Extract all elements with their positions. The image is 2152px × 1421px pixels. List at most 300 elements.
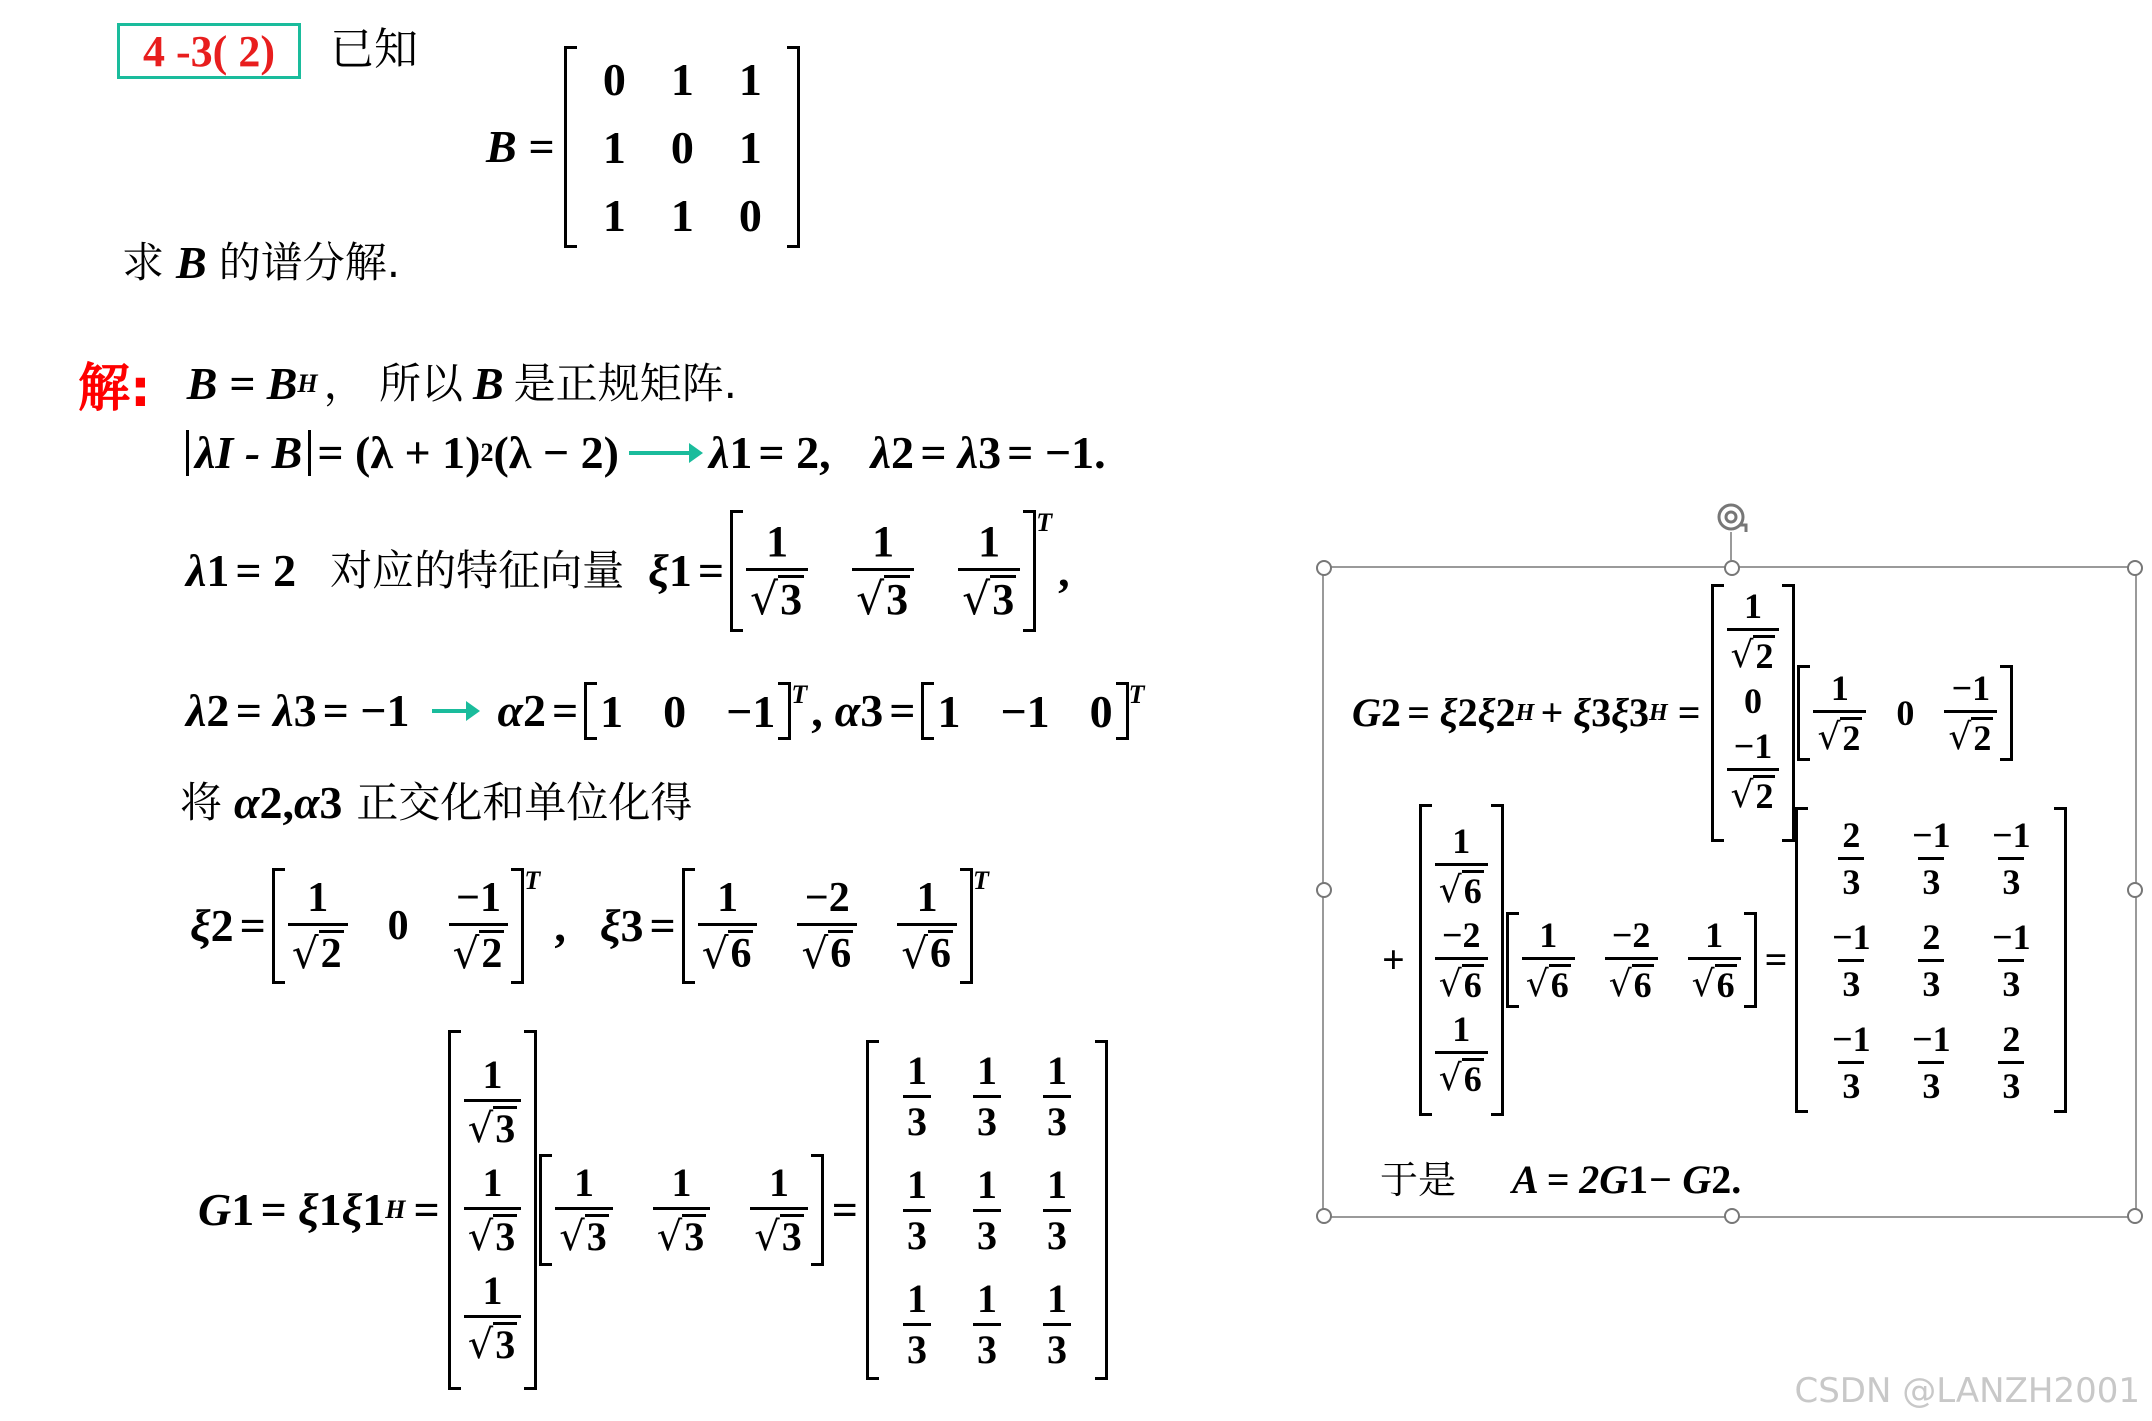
G1-xi-sub: 1 xyxy=(318,1184,342,1235)
denominator xyxy=(1435,957,1488,1003)
alpha3-eq: = xyxy=(889,685,916,736)
fraction xyxy=(973,1047,1001,1144)
alpha2-entry: 1 xyxy=(600,685,624,737)
numerator: −1 xyxy=(1951,668,1991,708)
fraction xyxy=(698,874,758,978)
numerator: 1 xyxy=(1046,1161,1067,1207)
fraction xyxy=(903,1047,931,1144)
denominator xyxy=(897,923,957,976)
radicand: 3 xyxy=(495,1106,516,1151)
G1-column xyxy=(448,1030,538,1390)
sqrt xyxy=(559,1214,609,1260)
radical-sign: √ xyxy=(1438,964,1462,1005)
fraction xyxy=(1988,814,2035,902)
conclusion-text: 于是 xyxy=(1380,1158,1457,1202)
xi2-transpose: T xyxy=(524,866,541,895)
numerator: 1 xyxy=(482,1160,503,1205)
numerator: 1 xyxy=(906,1161,927,1207)
G1-xi2-sub: 1 xyxy=(362,1184,386,1235)
sqrt xyxy=(1439,1058,1484,1097)
conclusion-math: A = 2G xyxy=(1512,1157,1629,1202)
matrix-entry: 0 xyxy=(602,53,626,105)
G2-eq2: = xyxy=(1677,690,1701,735)
lambda1-value: = 2, xyxy=(758,427,831,478)
alpha2-entry: −1 xyxy=(726,685,776,737)
G2-sup2: H xyxy=(1649,700,1668,726)
sqrt xyxy=(701,928,754,978)
fraction xyxy=(1688,917,1741,1003)
denominator xyxy=(464,1099,522,1152)
var-B: B xyxy=(472,357,504,409)
G2-eq3: = xyxy=(1764,937,1788,982)
fraction xyxy=(1838,814,1864,902)
fraction xyxy=(1043,1047,1071,1144)
radicand: 3 xyxy=(886,575,909,624)
numerator: 1 xyxy=(1539,915,1558,955)
denominator xyxy=(1435,1051,1488,1097)
char-poly-rest: (λ − 2) xyxy=(493,427,619,478)
sqrt xyxy=(656,1214,707,1260)
xi3-eq: = xyxy=(649,900,676,951)
radicand: 3 xyxy=(586,1214,607,1259)
fraction xyxy=(464,1160,522,1260)
fraction xyxy=(555,1160,613,1260)
conclusion-minus: − G xyxy=(1648,1157,1712,1202)
lambda1-eq-2: = 2 xyxy=(235,545,297,596)
sqrt xyxy=(1948,717,1993,756)
xi1-eq: = xyxy=(697,545,725,596)
denominator xyxy=(1435,863,1488,909)
numerator: 2 xyxy=(2002,1018,2021,1059)
fraction xyxy=(1727,728,1780,814)
resize-handle-ne[interactable] xyxy=(2127,560,2143,576)
sqrt xyxy=(754,1214,804,1260)
numerator: 1 xyxy=(717,874,739,921)
fraction xyxy=(1435,823,1488,909)
fraction xyxy=(1435,1011,1488,1097)
numerator: 1 xyxy=(916,874,938,921)
radicand: 2 xyxy=(320,930,342,977)
solution-line-1 xyxy=(78,346,737,421)
rotate-handle-stem xyxy=(1730,532,1732,560)
alpha3-entry: 0 xyxy=(1089,685,1113,737)
fraction xyxy=(464,1052,522,1152)
radical-sign: √ xyxy=(452,928,480,978)
G2-eq: = ξ xyxy=(1406,690,1458,735)
denominator: 3 xyxy=(1918,1061,1944,1104)
numerator: −1 xyxy=(1912,814,1951,855)
radicand: 6 xyxy=(830,930,852,977)
xi1-transpose: T xyxy=(1036,508,1053,537)
G2-s33: 3 xyxy=(1629,690,1650,735)
radicand: 3 xyxy=(780,575,803,624)
resize-handle-s[interactable] xyxy=(1724,1208,1740,1224)
sqrt xyxy=(1439,870,1484,909)
matrix-entry: 1 xyxy=(670,189,694,241)
denominator: 3 xyxy=(1838,959,1864,1002)
radicand: 6 xyxy=(1716,965,1735,1005)
radicand: 3 xyxy=(495,1322,516,1367)
radical-sign: √ xyxy=(856,574,885,625)
numerator: 1 xyxy=(1046,1047,1067,1093)
matrix-entry: 1 xyxy=(738,53,762,105)
radicand: 2 xyxy=(481,930,503,977)
resize-handle-sw[interactable] xyxy=(1316,1208,1332,1224)
radical-sign: √ xyxy=(1608,964,1632,1005)
matrix-entry: 1 xyxy=(738,121,762,173)
denominator xyxy=(288,923,348,976)
matrix-B-lhs: B = xyxy=(486,121,555,172)
radical-sign: √ xyxy=(656,1214,683,1260)
matrix-entry: 0 xyxy=(738,189,762,241)
alpha3: α xyxy=(834,685,861,736)
resize-handle-w[interactable] xyxy=(1316,882,1332,898)
fraction xyxy=(973,1161,1001,1258)
alpha3-ref-sub: 3 xyxy=(319,777,343,828)
denominator xyxy=(1944,710,1997,756)
fraction xyxy=(464,1268,522,1368)
alpha3-entry: 1 xyxy=(937,685,961,737)
alpha3-sub: 3 xyxy=(860,685,884,736)
numerator: −1 xyxy=(1832,916,1871,957)
radical-sign: √ xyxy=(962,574,991,625)
radicand: 3 xyxy=(684,1214,705,1259)
denominator xyxy=(1522,957,1575,1003)
sqrt xyxy=(1526,964,1571,1003)
conclusion-period: . xyxy=(1731,1157,1742,1202)
sqrt xyxy=(962,574,1016,625)
denominator xyxy=(555,1207,613,1260)
radicand: 2 xyxy=(1755,636,1774,676)
numerator: 1 xyxy=(482,1268,503,1313)
vector-entry: 0 xyxy=(1743,681,1762,721)
radical-sign: √ xyxy=(291,928,319,978)
denominator xyxy=(449,923,509,976)
fraction xyxy=(1522,917,1575,1003)
radical-sign: √ xyxy=(1525,964,1549,1005)
xi3-sub: 3 xyxy=(620,900,644,951)
numerator: 1 xyxy=(906,1047,927,1093)
fraction xyxy=(1908,1018,1955,1106)
denominator: 3 xyxy=(973,1095,1001,1142)
numerator: 1 xyxy=(1452,1009,1471,1049)
alpha3-transpose: T xyxy=(1128,680,1145,709)
radical-sign: √ xyxy=(467,1106,494,1152)
xi2: ξ xyxy=(190,900,211,951)
alpha2: α xyxy=(497,685,523,736)
G1-label: G xyxy=(198,1184,232,1235)
denominator xyxy=(653,1207,711,1260)
resize-handle-nw[interactable] xyxy=(1316,560,1332,576)
xi1-sub: 1 xyxy=(668,545,692,596)
fraction xyxy=(1043,1275,1071,1372)
lambda2-label-sub: 2 xyxy=(206,685,230,736)
question-suffix: 的谱分解. xyxy=(218,238,401,287)
matrix-entry: 0 xyxy=(670,121,694,173)
lambda1-label: λ xyxy=(186,545,207,596)
char-poly-exp: 2 xyxy=(480,438,494,467)
xi1-vector xyxy=(730,510,1036,632)
numerator: 1 xyxy=(1743,586,1762,626)
denominator: 3 xyxy=(1918,959,1944,1002)
radical-sign: √ xyxy=(1691,964,1715,1005)
orthonormalize-text: 正交化和单位化得 xyxy=(356,778,693,827)
numerator: 1 xyxy=(1705,915,1724,955)
lambda2: λ xyxy=(870,427,891,478)
fraction xyxy=(746,517,808,625)
radicand: 2 xyxy=(1973,718,1992,758)
G1-eq3: = xyxy=(831,1184,858,1235)
radical-sign: √ xyxy=(1730,635,1754,676)
conclusion-line xyxy=(1380,1157,1742,1202)
det-expression: λI - B xyxy=(186,430,311,476)
known-label: 已知 xyxy=(330,24,418,75)
matrix-B-equation xyxy=(486,46,800,248)
denominator xyxy=(958,568,1020,625)
sqrt xyxy=(1439,964,1484,1003)
G2-row1 xyxy=(1797,665,2013,761)
G2-label-sub: 2 xyxy=(1380,690,1401,735)
hermitian-sup: H xyxy=(297,368,318,398)
fraction xyxy=(903,1275,931,1372)
numerator: 2 xyxy=(1842,814,1861,855)
question-prefix: 求 xyxy=(122,238,165,287)
sqrt xyxy=(467,1322,518,1368)
G2-col2 xyxy=(1419,804,1504,1116)
conclusion-sub2: 2 xyxy=(1711,1157,1732,1202)
numerator: −1 xyxy=(1992,814,2031,855)
numerator: −1 xyxy=(1832,1018,1871,1059)
denominator xyxy=(852,568,914,625)
denominator xyxy=(1605,957,1658,1003)
denominator xyxy=(698,923,758,976)
normal-matrix-text: 是正规矩阵. xyxy=(513,358,738,408)
sqrt xyxy=(856,574,910,625)
xi2-sub: 2 xyxy=(210,900,234,951)
sqrt xyxy=(750,574,804,625)
G2-plus2: + xyxy=(1382,937,1405,982)
alpha-comma: , xyxy=(811,685,823,736)
radicand: 3 xyxy=(495,1214,516,1259)
lambda3-label: = λ xyxy=(235,685,294,736)
alpha3-ref: α xyxy=(293,777,320,828)
resize-handle-se[interactable] xyxy=(2127,1208,2143,1224)
radicand: 2 xyxy=(1842,718,1861,758)
denominator: 3 xyxy=(1998,959,2024,1002)
xi1-comma: , xyxy=(1058,545,1070,596)
radical-sign: √ xyxy=(701,928,729,978)
radical-sign: √ xyxy=(1817,717,1841,758)
question-line xyxy=(122,237,401,288)
watermark: CSDN @LANZH2001 xyxy=(1794,1371,2140,1411)
numerator: 1 xyxy=(671,1160,692,1205)
lambda3-label-sub: 3 xyxy=(293,685,317,736)
radicand: 6 xyxy=(1633,965,1652,1005)
numerator: 1 xyxy=(307,874,329,921)
lambda23-value: = −1. xyxy=(1007,427,1106,478)
denominator: 3 xyxy=(1838,1061,1864,1104)
radicand: 6 xyxy=(730,930,752,977)
lambda2-sub: 2 xyxy=(891,427,914,478)
denominator xyxy=(750,1207,808,1260)
denominator xyxy=(1688,957,1741,1003)
alpha2-vector xyxy=(584,682,791,740)
numerator: −2 xyxy=(1442,915,1481,955)
radical-sign: √ xyxy=(467,1322,494,1368)
radicand: 6 xyxy=(1550,965,1569,1005)
xi3-vector xyxy=(682,868,973,984)
denominator: 3 xyxy=(973,1209,1001,1256)
radical-sign: √ xyxy=(1438,1058,1462,1099)
sqrt xyxy=(901,928,953,978)
matrix-entry: 1 xyxy=(602,121,626,173)
numerator: 1 xyxy=(1830,668,1849,708)
numerator: −2 xyxy=(804,874,850,921)
fraction xyxy=(897,874,957,978)
eigenvector-text: 对应的特征向量 xyxy=(330,546,625,595)
alpha3-entry: −1 xyxy=(1000,685,1050,737)
G2-s3: 3 xyxy=(1591,690,1612,735)
char-poly-factor: = (λ + 1) xyxy=(317,427,481,478)
radicand: 3 xyxy=(781,1214,802,1259)
resize-handle-e[interactable] xyxy=(2127,882,2143,898)
denominator: 3 xyxy=(1043,1095,1071,1142)
vector-entry: 0 xyxy=(387,903,409,949)
xi2-vector xyxy=(272,868,525,984)
fraction xyxy=(1605,917,1658,1003)
G2-result-matrix xyxy=(1795,807,2067,1113)
sqrt xyxy=(467,1214,518,1260)
radicand: 2 xyxy=(1755,776,1774,816)
radical-sign: √ xyxy=(901,928,928,978)
G2-s22: 2 xyxy=(1495,690,1516,735)
fraction xyxy=(1918,916,1944,1004)
xi-comma: , xyxy=(554,900,566,951)
denominator: 3 xyxy=(1043,1323,1071,1370)
fraction xyxy=(1828,916,1875,1004)
fraction xyxy=(958,517,1020,625)
radical-sign: √ xyxy=(467,1214,494,1260)
G2-x3: ξ xyxy=(1611,690,1630,735)
fraction xyxy=(288,874,348,978)
numerator: −1 xyxy=(1733,726,1773,766)
lambda3: = λ xyxy=(920,427,979,478)
denominator xyxy=(1727,628,1780,674)
fraction xyxy=(797,874,857,978)
fraction xyxy=(750,1160,808,1260)
rotate-handle-icon[interactable] xyxy=(1712,498,1750,536)
fraction xyxy=(852,517,914,625)
xi1: ξ xyxy=(648,545,669,596)
conclusion-sub1: 1 xyxy=(1628,1157,1649,1202)
sqrt xyxy=(467,1106,518,1152)
arrow-right-icon xyxy=(629,451,699,455)
G1-eq: = ξ xyxy=(260,1184,319,1235)
G1-xi2: ξ xyxy=(341,1184,363,1235)
lambda23-eq: = −1 xyxy=(322,685,410,736)
numerator: −1 xyxy=(456,874,501,921)
lambda1-label-sub: 1 xyxy=(206,545,230,596)
numerator: 1 xyxy=(769,1160,789,1205)
G1-label-sub: 1 xyxy=(231,1184,255,1235)
radical-sign: √ xyxy=(750,574,779,625)
alpha2-ref: α xyxy=(234,777,260,828)
xi2-xi3-line xyxy=(190,868,989,984)
denominator: 3 xyxy=(903,1209,931,1256)
lambda1: λ xyxy=(708,427,730,478)
radical-sign: √ xyxy=(1948,717,1972,758)
G2-s2: 2 xyxy=(1457,690,1478,735)
G2-plus: + ξ xyxy=(1540,690,1592,735)
fraction xyxy=(1908,814,1955,902)
numerator: 2 xyxy=(1922,916,1941,957)
denominator: 3 xyxy=(973,1323,1001,1370)
radicand: 6 xyxy=(1463,965,1482,1005)
alpha2-eq: = xyxy=(551,685,579,736)
fraction xyxy=(1435,917,1488,1003)
numerator: −2 xyxy=(1611,915,1651,955)
lambda1-sub: 1 xyxy=(729,427,753,478)
radicand: 6 xyxy=(930,930,951,977)
solution-label: 解: xyxy=(78,359,151,419)
question-var: B xyxy=(176,237,207,288)
alpha-vectors-line xyxy=(186,682,1145,740)
denominator xyxy=(797,923,857,976)
radicand: 6 xyxy=(1463,871,1482,911)
denominator xyxy=(1813,710,1866,756)
numerator: 1 xyxy=(976,1161,997,1207)
fraction xyxy=(653,1160,711,1260)
matrix-entry: 1 xyxy=(602,189,626,241)
sqrt xyxy=(1609,964,1654,1003)
numerator: 1 xyxy=(1452,821,1471,861)
G1-sup: H xyxy=(385,1195,406,1224)
G2-row2 xyxy=(1506,912,1757,1008)
fraction xyxy=(1828,1018,1875,1106)
radical-sign: √ xyxy=(801,928,829,978)
numerator: 1 xyxy=(906,1275,927,1321)
radical-sign: √ xyxy=(754,1214,780,1260)
denominator: 3 xyxy=(1998,857,2024,900)
denominator: 3 xyxy=(1918,857,1944,900)
radicand: 6 xyxy=(1463,1059,1482,1099)
fraction xyxy=(1944,670,1997,756)
fraction xyxy=(449,874,509,978)
orthonormalize-line xyxy=(180,777,693,828)
matrix-entry: 1 xyxy=(670,53,694,105)
vector-entry: 0 xyxy=(1896,693,1915,733)
fraction xyxy=(1043,1161,1071,1258)
characteristic-polynomial-line xyxy=(186,427,1106,478)
sqrt xyxy=(452,928,505,978)
sqrt xyxy=(1817,717,1862,756)
numerator: 1 xyxy=(766,517,789,566)
resize-handle-n[interactable] xyxy=(1724,560,1740,576)
alpha2-transpose: T xyxy=(791,680,808,709)
G1-result-matrix xyxy=(866,1040,1108,1380)
denominator: 3 xyxy=(1998,1061,2024,1104)
alpha2-ref-sub: 2 xyxy=(259,777,283,828)
G1-eq2: = xyxy=(413,1184,440,1235)
numerator: 1 xyxy=(872,517,895,566)
lambda3-sub: 3 xyxy=(978,427,1002,478)
G2-label: G xyxy=(1352,690,1381,735)
radical-sign: √ xyxy=(1730,775,1754,816)
alpha2-sub: 2 xyxy=(522,685,546,736)
G1-equation xyxy=(198,1030,1108,1390)
arrow-right-icon xyxy=(432,709,476,713)
matrix-B xyxy=(564,46,800,248)
